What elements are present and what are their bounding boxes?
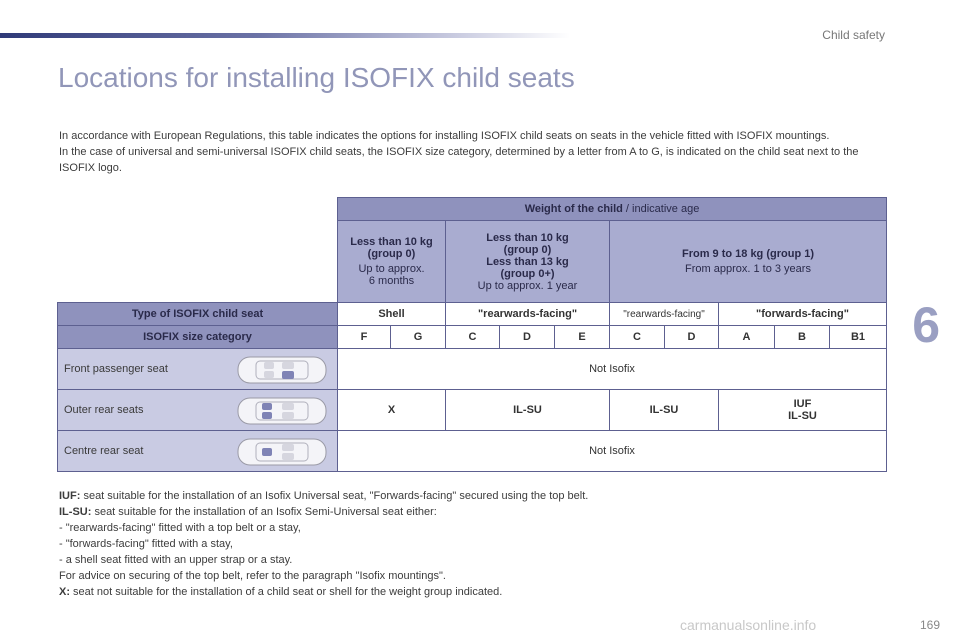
size-b1: B1	[830, 326, 887, 349]
page-title: Locations for installing ISOFIX child seats	[58, 62, 575, 93]
type-forwards: "forwards-facing"	[719, 303, 887, 326]
size-c: C	[446, 326, 500, 349]
note-ilsu: IL-SU: seat suitable for the installation of an Isofix Semi-Universal seat either:	[59, 506, 437, 518]
note-iuf: IUF: seat suitable for the installation of an Isofix Universal seat, "Forwards-facing" secured using the top belt.	[59, 490, 589, 502]
seat-outer-rear: Outer rear seats	[58, 390, 338, 431]
car-diagram-centre-rear-icon	[236, 435, 328, 469]
centre-rear-value: Not Isofix	[338, 431, 887, 472]
size-b: B	[775, 326, 830, 349]
section-title: Child safety	[822, 28, 885, 42]
note-x: X: seat not suitable for the installation of a child seat or shell for the weight group indicated.	[59, 586, 503, 598]
footnotes	[59, 488, 879, 600]
car-diagram-outer-rear-icon	[236, 394, 328, 428]
table-corner	[58, 198, 338, 221]
size-d-2: D	[665, 326, 719, 349]
isofix-table	[57, 197, 887, 472]
seat-front-passenger: Front passenger seat	[58, 349, 338, 390]
front-passenger-value: Not Isofix	[338, 349, 887, 390]
group-1-header: From 9 to 18 kg (group 1) From approx. 1 to 3 years	[610, 221, 887, 303]
intro-paragraph-2: In the case of universal and semi-universal ISOFIX child seats, the ISOFIX size category, determined by a letter from A to G, is indicated on the child seat next to the ISOFIX logo.	[59, 146, 859, 174]
size-g: G	[391, 326, 446, 349]
type-rearwards-1: "rearwards-facing"	[446, 303, 610, 326]
type-label: Type of ISOFIX child seat	[58, 303, 338, 326]
chapter-number: 6	[912, 297, 940, 353]
note-bullet-2: - "forwards-facing" fitted with a stay,	[59, 538, 233, 550]
size-e: E	[555, 326, 610, 349]
note-bullet-3: - a shell seat fitted with an upper strap or a stay.	[59, 554, 293, 566]
note-advice: For advice on securing of the top belt, refer to the paragraph "Isofix mountings".	[59, 570, 446, 582]
type-shell: Shell	[338, 303, 446, 326]
outer-rear-group-0plus: IL-SU	[446, 390, 610, 431]
seat-centre-rear: Centre rear seat	[58, 431, 338, 472]
intro-paragraph-1: In accordance with European Regulations, this table indicates the options for installing ISOFIX child seats on seats in the vehicle fitted with ISOFIX mountings.	[59, 130, 830, 142]
size-c-2: C	[610, 326, 665, 349]
size-f: F	[338, 326, 391, 349]
size-d: D	[500, 326, 555, 349]
outer-rear-group-1-rear: IL-SU	[610, 390, 719, 431]
page-number: 169	[919, 618, 940, 632]
size-a: A	[719, 326, 775, 349]
group-0plus-header: Less than 10 kg (group 0) Less than 13 kg (group 0+) Up to approx. 1 year	[446, 221, 610, 303]
type-rearwards-2: "rearwards-facing"	[610, 303, 719, 326]
intro-text	[59, 128, 879, 176]
car-diagram-front-icon	[236, 353, 328, 387]
weight-header-suffix: / indicative age	[622, 203, 700, 215]
group-0-header: Less than 10 kg (group 0) Up to approx. 6 months	[338, 221, 446, 303]
outer-rear-group-0: X	[338, 390, 446, 431]
size-label: ISOFIX size category	[58, 326, 338, 349]
weight-header	[338, 198, 887, 221]
header-accent-bar	[0, 33, 570, 38]
watermark: carmanualsonline.info	[680, 617, 817, 633]
weight-header-label: Weight of the child	[524, 203, 623, 215]
outer-rear-group-1-forward: IUF IL-SU	[719, 390, 887, 431]
note-bullet-1: - "rearwards-facing" fitted with a top belt or a stay,	[59, 522, 301, 534]
